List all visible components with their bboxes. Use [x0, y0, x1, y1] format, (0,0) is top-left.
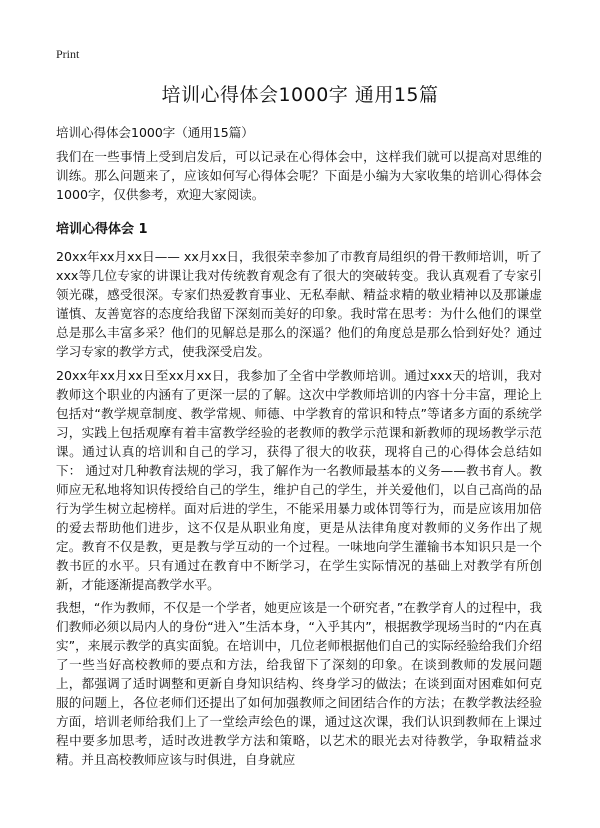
page-title: 培训心得体会1000字 通用15篇: [161, 84, 439, 106]
section-heading: 培训心得体会 1: [56, 222, 148, 237]
intro-paragraph: 我们在一些事情上受到启发后，可以记录在心得体会中，这样我们就可以提高对思维的训练。那么问题来了，应该如何写心得体会呢？下面是小编为大家收集的培训心得体会1000字，仅供参考，欢迎大家阅读。: [56, 149, 542, 202]
page-subtitle: 培训心得体会1000字（通用15篇）: [56, 125, 254, 140]
print-label[interactable]: Print: [56, 47, 80, 61]
body-paragraph-1: 20xx年xx月xx日—— xx月xx日，我很荣幸参加了市教育局组织的骨干教师培训，听了xxx等几位专家的讲课让我对传统教育观念有了很大的突破转变。我认真观看了专家引领光碟，感受很深。专家们热爱教育事业、无私奉献、精益求精的敬业精神以及那谦虚谨慎、友善宽容的态度给我留下深刻而美好的印象。我时常在思考：为什么他们的课堂总是那么丰富多采？他们的见解总是那么的深遥？他们的角度总是那么恰到好处？通过学习专家的教学方式，使我深受启发。: [56, 249, 542, 359]
body-paragraph-2: 20xx年xx月xx日至xx月xx日，我参加了全省中学教师培训。通过xxx天的培训，我对教师这个职业的内涵有了更深一层的了解。这次中学教师培训的内容十分丰富，理论上包括对“教学规章制度、教学常规、师德、中学教育的常识和特点”等诸多方面的系统学习，实践上包括观摩有着丰富教学经验的老教师的教学示范课和新教师的现场教学示范课。通过认真的培训和自己的学习，获得了很大的收获，现将自己的心得体会总结如下： 通过对几种教育法规的学习，我了解作为一名教师最基本的义务——教书育人。教师应无私地将知识传授给自己的学生，维护自己的学生，并关爱他们，以自己高尚的品行为学生树立起榜样。面对后进的学生，不能采用暴力或体罚等行为，而是应该用加倍的爱去帮助他们进步，这不仅是从职业角度，更是从法律角度对教师的义务作出了规定。教育不仅是教，更是教与学互动的一个过程。一味地向学生灌输书本知识只是一个教书匠的水平。只有通过在教育中不断学习，在学生实际情况的基础上对教学有所创新，才能逐渐提高教学水平。: [56, 368, 542, 592]
body-paragraph-3: 我想，“作为教师，不仅是一个学者，她更应该是一个研究者，”在教学育人的过程中，我们教师必须以局内人的身份“进入”生活本身，“入乎其内”，根据教学现场当时的“内在真实”，来展示教学的真实面貌。在培训中，几位老师根据他们自己的实际经验给我们介绍了一些当好高校教师的要点和方法，给我留下了深刻的印象。在谈到教师的发展问题上，都强调了适时调整和更新自身知识结构、终身学习的做法；在谈到面对困难如何克服的问题上，各位老师们还提出了如何加强教师之间团结合作的方法；在教学教法经验方面，培训老师给我们上了一堂绘声绘色的课，通过这次课，我们认识到教师在上课过程中要多加思考，适时改进教学方法和策略，以艺术的眼光去对待教学，争取精益求精。并且高校教师应该与时俱进，自身就应: [56, 600, 542, 767]
